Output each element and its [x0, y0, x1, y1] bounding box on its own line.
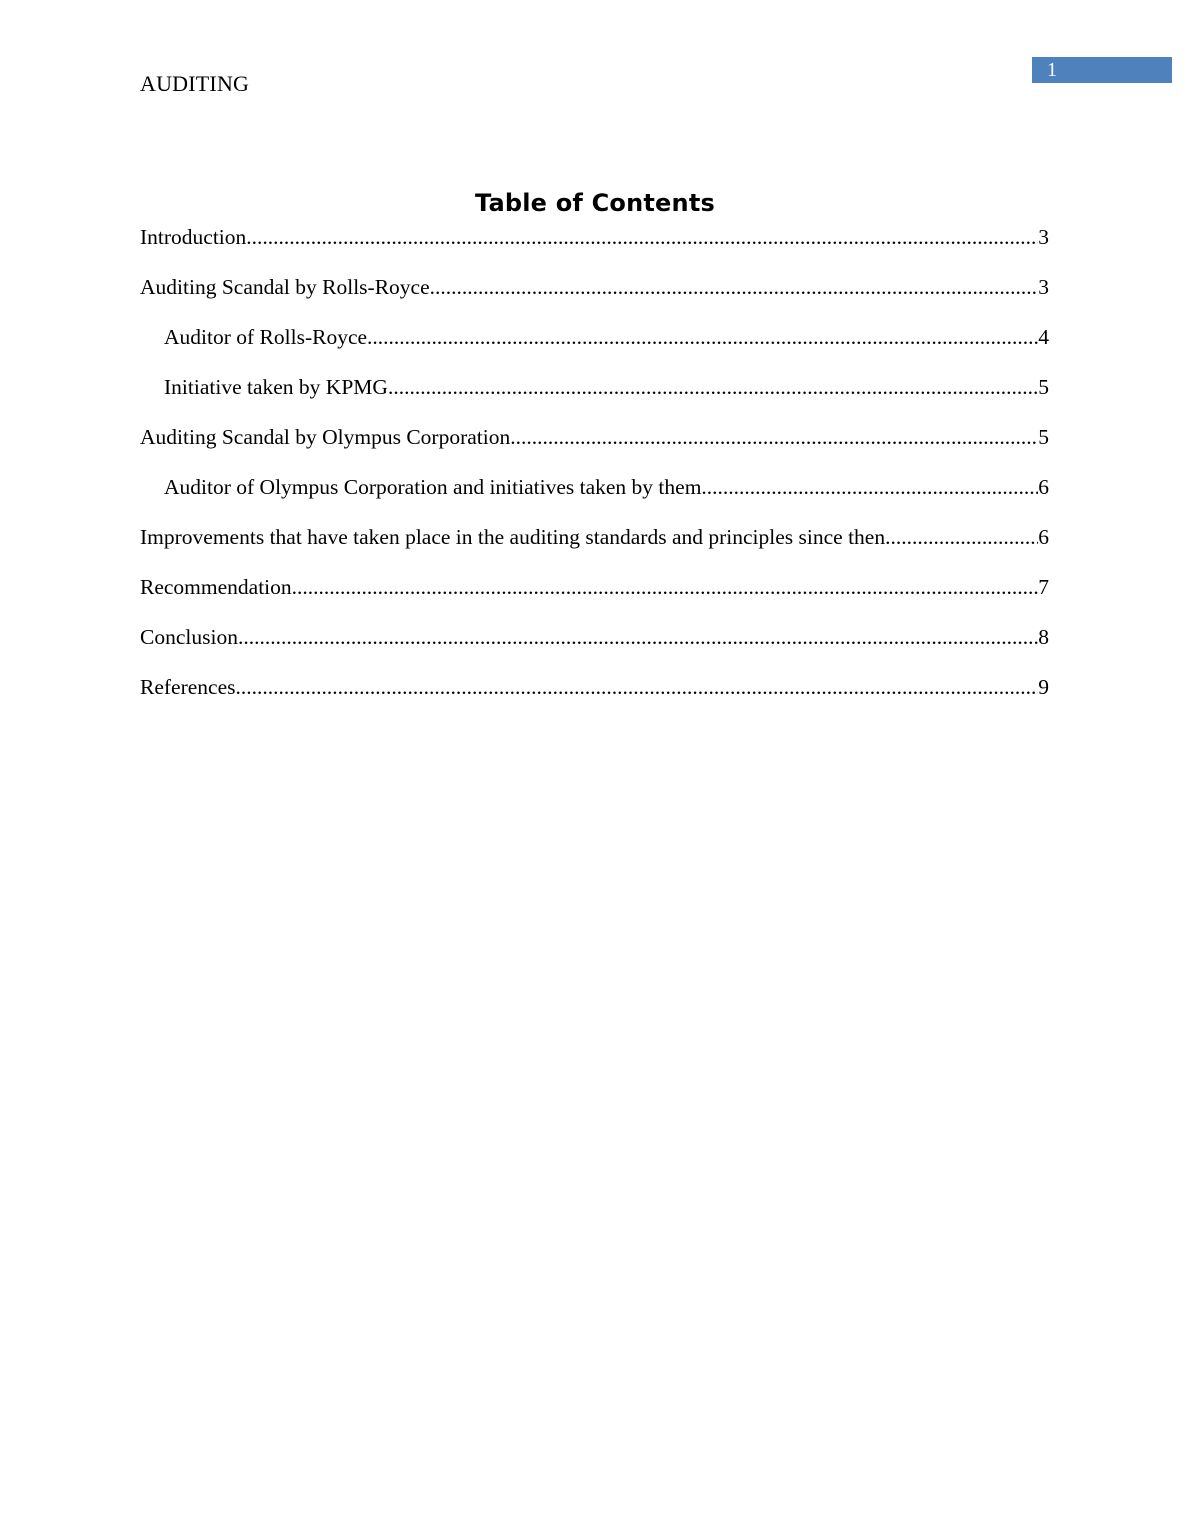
header-title: AUDITING — [140, 71, 250, 96]
toc-page-number: 6 — [1038, 525, 1049, 549]
toc-heading: Table of Contents — [475, 189, 715, 217]
toc-page-number: 8 — [1038, 625, 1049, 649]
toc-dot-leader — [246, 224, 1038, 251]
toc-page-number: 6 — [1038, 475, 1049, 499]
toc-page-number: 5 — [1038, 425, 1049, 449]
toc-entry-text: Conclusion — [140, 625, 238, 649]
toc-page-number: 9 — [1038, 675, 1049, 699]
toc-dot-leader — [367, 324, 1038, 351]
toc-entry-rolls-royce-scandal[interactable] — [140, 274, 1049, 301]
toc-dot-leader — [701, 474, 1038, 501]
table-of-contents — [140, 224, 1049, 724]
toc-dot-leader — [510, 424, 1038, 451]
toc-dot-leader — [885, 524, 1038, 551]
toc-page-number: 4 — [1038, 325, 1049, 349]
toc-page-number: 3 — [1038, 225, 1049, 249]
toc-dot-leader — [238, 624, 1038, 651]
toc-entry-text: Auditing Scandal by Rolls-Royce — [140, 275, 430, 299]
toc-entry-text: Introduction — [140, 225, 247, 249]
toc-entry-auditor-olympus[interactable] — [140, 474, 1049, 501]
toc-dot-leader — [292, 574, 1039, 601]
toc-dot-leader — [388, 374, 1038, 401]
toc-entry-references[interactable] — [140, 674, 1049, 701]
toc-entry-text: Initiative taken by KPMG — [164, 375, 388, 399]
toc-entry-text: Improvements that have taken place in the auditing standards and principles since then — [140, 525, 886, 549]
toc-entry-text: Auditing Scandal by Olympus Corporation — [140, 425, 511, 449]
toc-dot-leader — [430, 274, 1039, 301]
toc-page-number: 5 — [1038, 375, 1049, 399]
page-number-badge: 1 — [1032, 57, 1172, 83]
toc-entry-auditor-rolls-royce[interactable] — [140, 324, 1049, 351]
toc-dot-leader — [236, 674, 1039, 701]
toc-entry-conclusion[interactable] — [140, 624, 1049, 651]
toc-entry-text: References — [140, 675, 236, 699]
toc-entry-recommendation[interactable] — [140, 574, 1049, 601]
toc-entry-text: Auditor of Rolls-Royce — [164, 325, 368, 349]
toc-entry-text: Recommendation — [140, 575, 292, 599]
toc-entry-introduction[interactable] — [140, 224, 1049, 251]
toc-page-number: 3 — [1038, 275, 1049, 299]
toc-page-number: 7 — [1038, 575, 1049, 599]
toc-entry-kpmg-initiative[interactable] — [140, 374, 1049, 401]
toc-entry-improvements[interactable] — [140, 524, 1049, 551]
toc-entry-olympus-scandal[interactable] — [140, 424, 1049, 451]
toc-entry-text: Auditor of Olympus Corporation and initiatives taken by them — [164, 475, 702, 499]
